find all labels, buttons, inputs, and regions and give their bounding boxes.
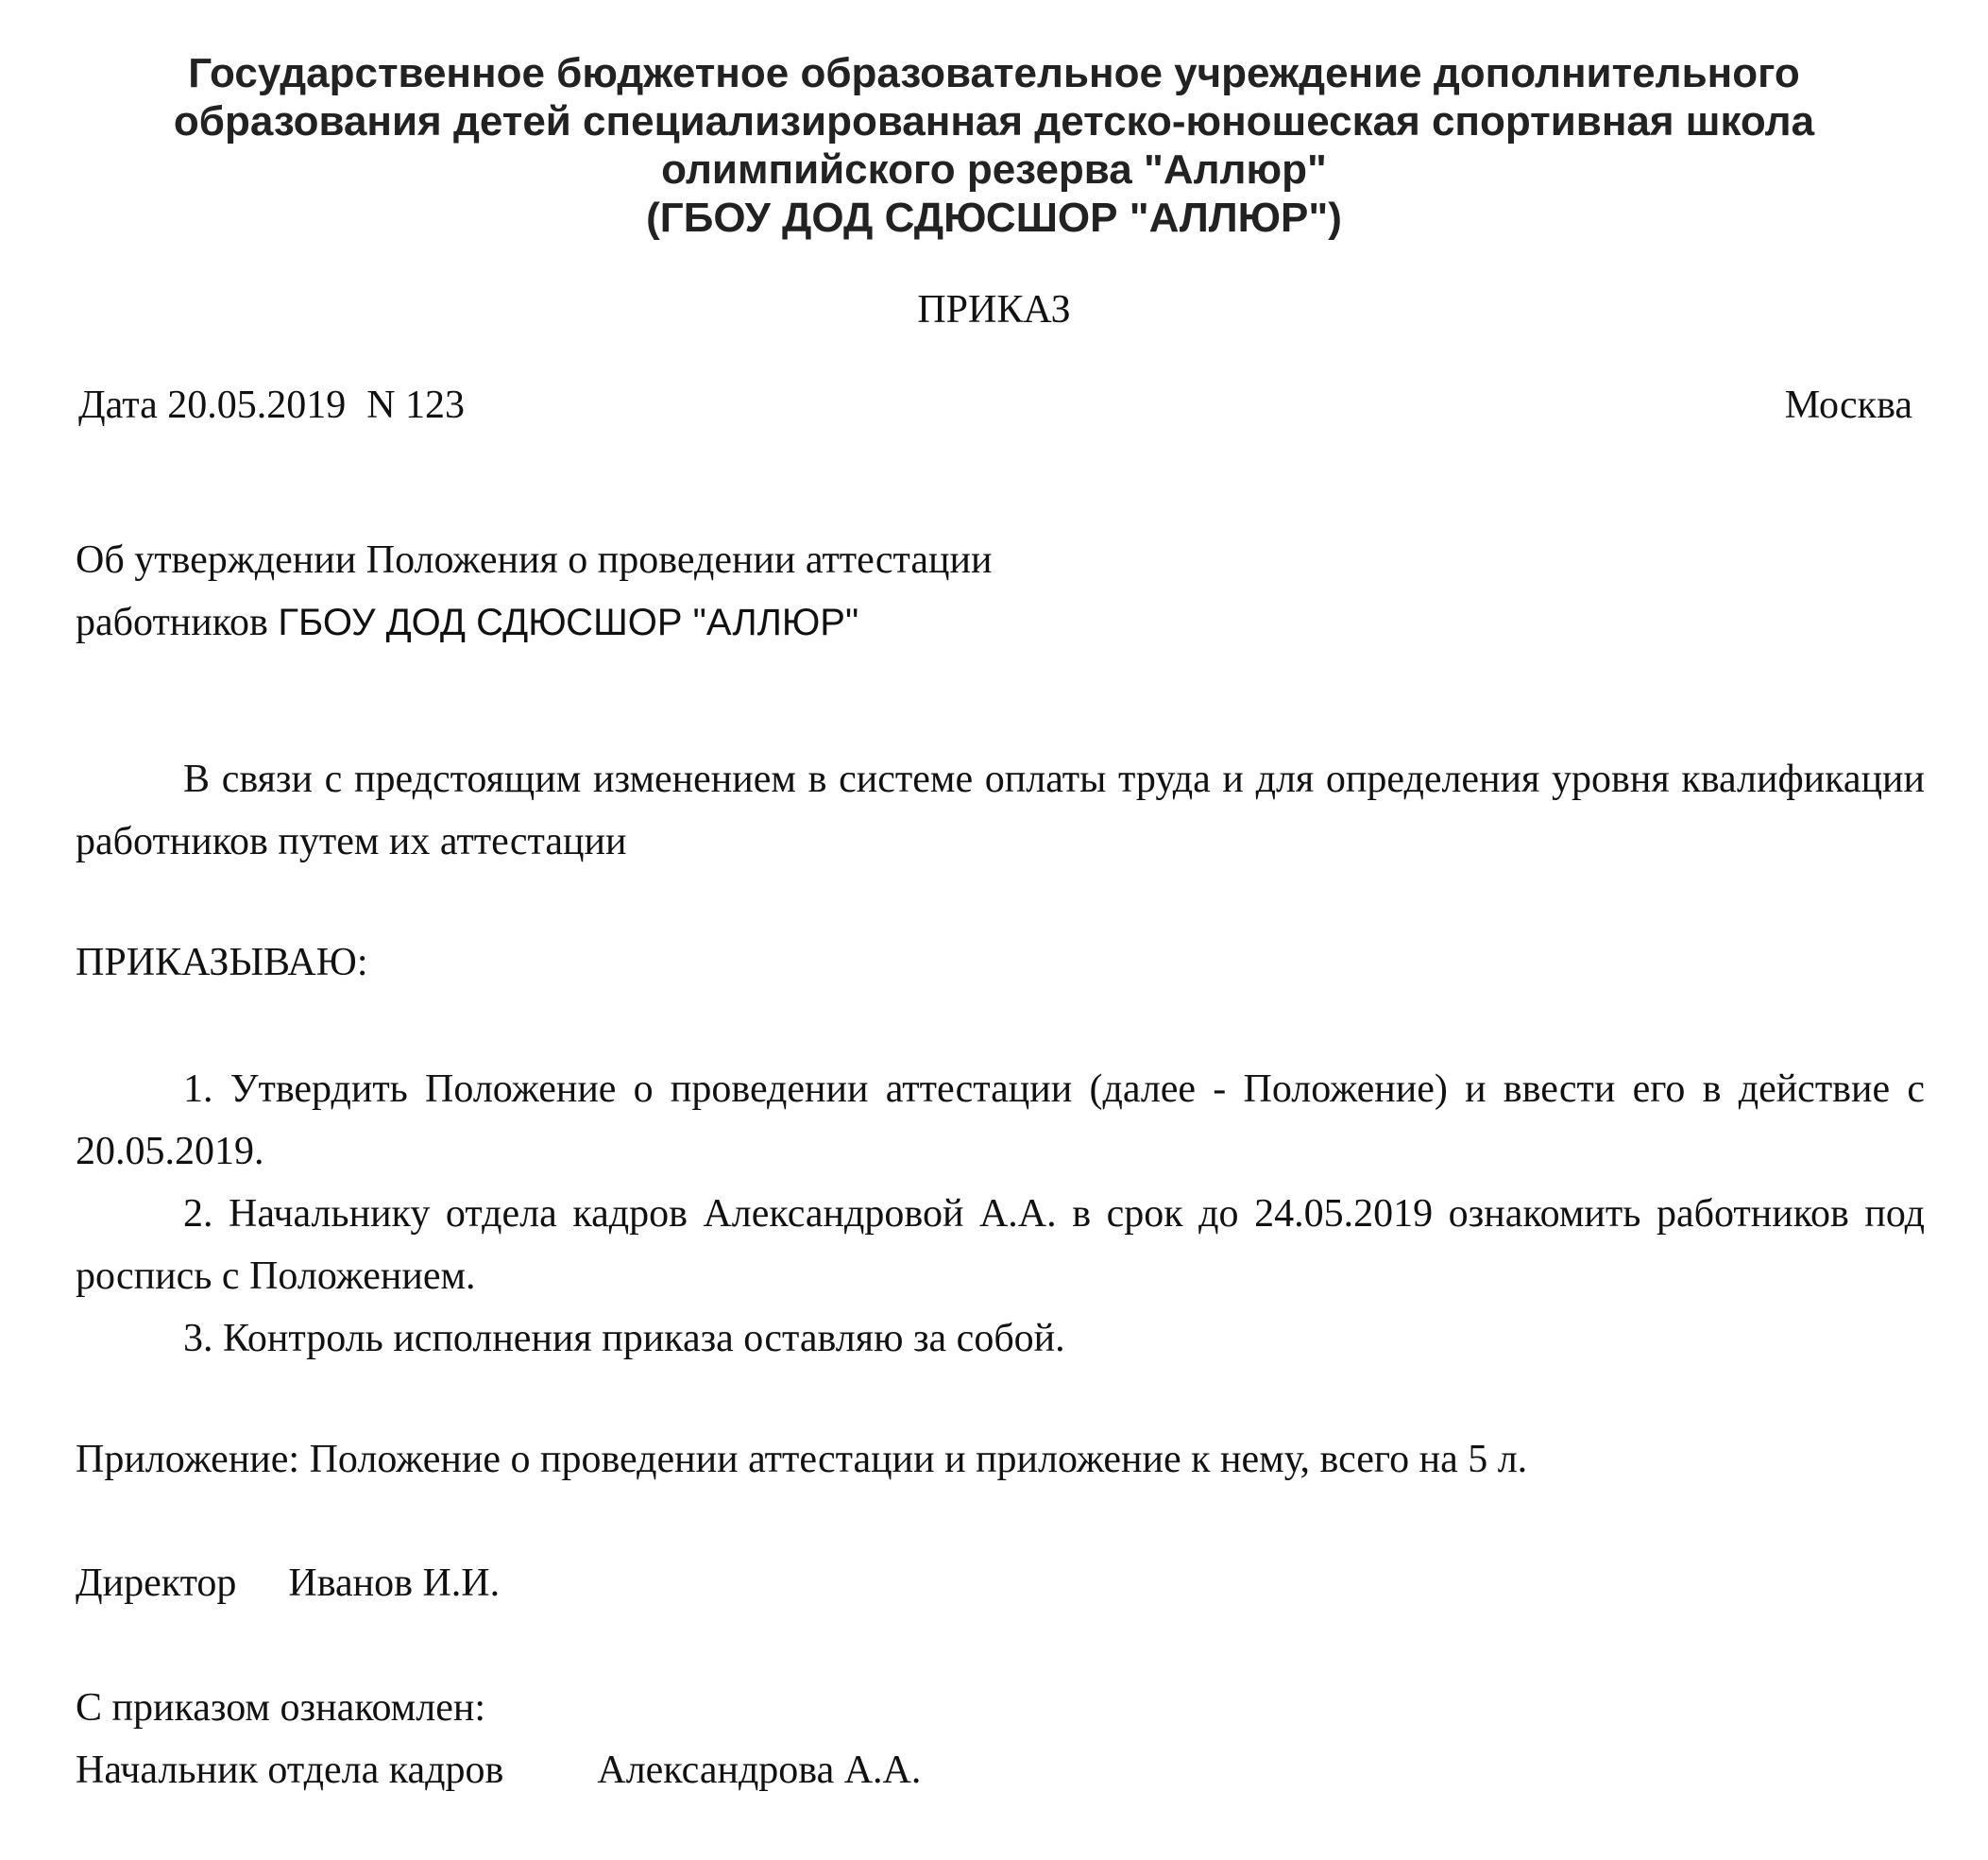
order-date: Дата 20.05.2019	[78, 384, 347, 427]
org-name-line-2: образования детей специализированная детско-юношеская спортивная школа	[173, 98, 1815, 145]
order-items-list	[76, 1058, 1925, 1370]
director-signature-line	[76, 1552, 1925, 1614]
subject-organization: ГБОУ ДОД СДЮСШОР "АЛЛЮР"	[278, 602, 859, 643]
attachment-note: Приложение: Положение о проведении аттестации и приложение к нему, всего на 5 л.	[76, 1438, 1528, 1481]
director-name: Иванов И.И.	[288, 1561, 501, 1605]
preamble-paragraph: В связи с предстоящим изменением в системе оплаты труда и для определения уровня квалификации работников путем их аттестации	[76, 758, 1925, 863]
order-item-2: 2. Начальнику отдела кадров Александровой А.А. в срок до 24.05.2019 ознакомить работников под роспись с Положением.	[76, 1192, 1925, 1298]
acknowledgment-row	[76, 1739, 1925, 1801]
org-short-name: (ГБОУ ДОД СДЮСШОР "АЛЛЮР")	[646, 195, 1342, 241]
order-item-1: 1. Утвердить Положение о проведении аттестации (далее - Положение) и ввести его в действие с 20.05.2019.	[76, 1067, 1925, 1173]
org-name-line-3: олимпийского резерва "Аллюр"	[661, 146, 1327, 193]
order-subject	[76, 529, 992, 654]
order-item-3: 3. Контроль исполнения приказа оставляю за собой.	[183, 1317, 1065, 1360]
subject-prefix: работников	[76, 601, 279, 644]
order-word: ПРИКАЗЫВАЮ:	[76, 941, 368, 984]
acknowledgment-block	[76, 1677, 1925, 1801]
acknowledgment-name: Александрова А.А.	[597, 1749, 922, 1792]
acknowledgment-position: Начальник отдела кадров	[76, 1749, 504, 1792]
order-number: N 123	[366, 384, 466, 427]
date-and-number	[78, 374, 465, 436]
city: Москва	[1784, 384, 1912, 427]
subject-line-1: Об утверждении Положения о проведении аттестации	[76, 538, 993, 582]
acknowledgment-label: С приказом ознакомлен:	[76, 1686, 486, 1730]
subject-line-2	[76, 591, 992, 654]
director-title: Директор	[76, 1561, 237, 1605]
org-name-line-1: Государственное бюджетное образовательное учреждение дополнительного	[188, 50, 1800, 96]
organization-header	[0, 49, 1988, 242]
document-type-title: ПРИКАЗ	[917, 288, 1071, 332]
